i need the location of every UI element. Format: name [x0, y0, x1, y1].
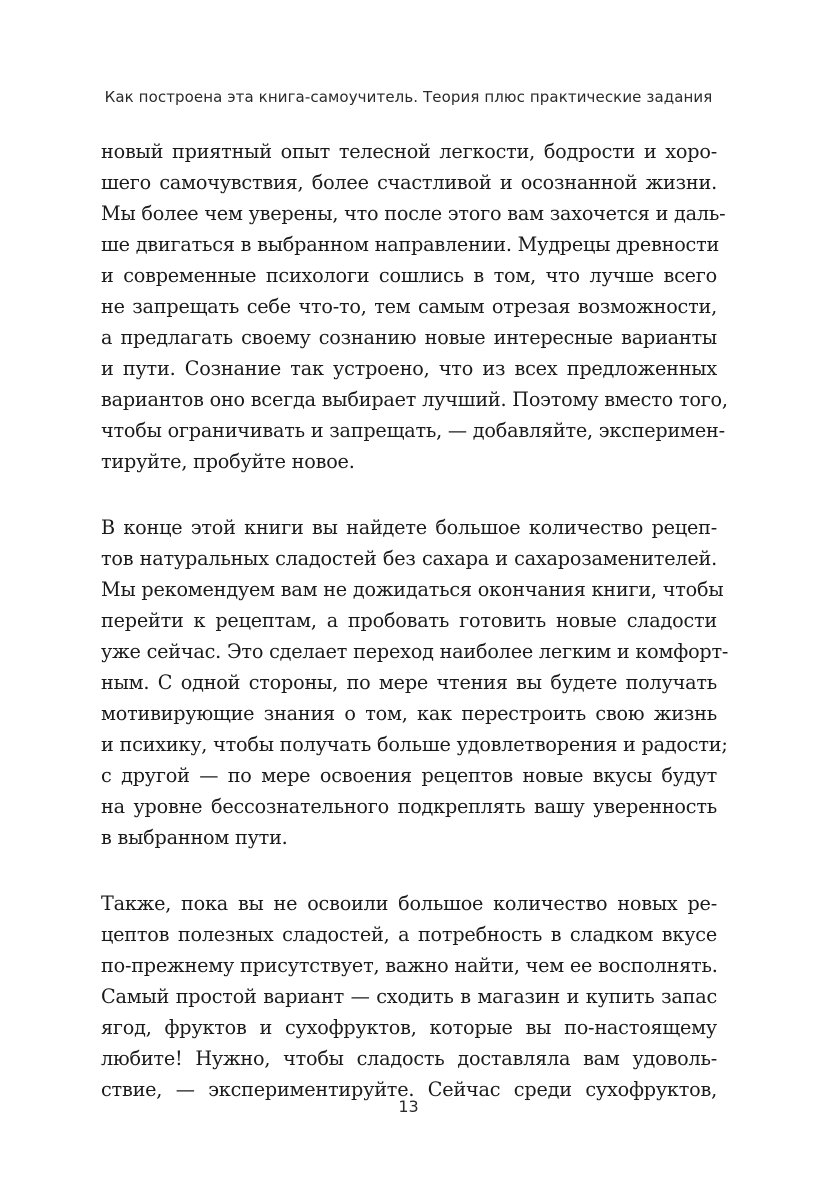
text-line: с другой — по мере освоения рецептов новые вкусы будут: [101, 764, 717, 787]
paragraph-1: [101, 136, 728, 477]
running-header: Как построена эта книга-самоучитель. Теория плюс практические задания: [104, 88, 713, 106]
text-line: цептов полезных сладостей, а потребность в сладком вкусе: [101, 923, 717, 946]
text-line: а предлагать своему сознанию новые интересные варианты: [101, 326, 717, 349]
paragraph-2: [101, 512, 729, 853]
text-line: ным. С одной стороны, по мере чтения вы будете получать: [101, 671, 717, 694]
text-line: и психику, чтобы получать больше удовлетворения и радости;: [101, 733, 728, 756]
text-line: и пути. Сознание так устроено, что из всех предложенных: [101, 357, 717, 380]
text-line: ягод, фруктов и сухофруктов, которые вы по-настоящему: [101, 1016, 717, 1039]
text-line: Мы более чем уверены, что после этого вам захочется и даль-: [101, 202, 726, 225]
text-line: вариантов оно всегда выбирает лучший. Поэтому вместо того,: [101, 388, 728, 411]
text-line: шего самочувствия, более счастливой и осознанной жизни.: [101, 171, 717, 194]
page-number: 13: [398, 1097, 419, 1116]
text-line: мотивирующие знания о том, как перестроить свою жизнь: [101, 702, 717, 725]
text-line: Также, пока вы не освоили большое количество новых ре-: [101, 892, 717, 915]
text-line: чтобы ограничивать и запрещать, — добавляйте, эксперимен-: [101, 419, 725, 442]
text-line: Самый простой вариант — сходить в магазин и купить запас: [101, 985, 717, 1008]
text-line: новый приятный опыт телесной легкости, бодрости и хоро-: [101, 140, 717, 163]
text-line: на уровне бессознательного подкреплять вашу уверенность: [101, 795, 717, 818]
text-line: тов натуральных сладостей без сахара и сахарозаменителей.: [101, 547, 717, 570]
text-line: не запрещать себе что-то, тем самым отрезая возможности,: [101, 295, 717, 318]
text-line: по-прежнему присутствует, важно найти, чем ее восполнять.: [101, 954, 718, 977]
text-line: В конце этой книги вы найдете большое количество рецеп-: [101, 516, 717, 539]
body-text: [101, 136, 729, 1140]
text-line: в выбранном пути.: [101, 826, 288, 849]
text-line: любите! Нужно, чтобы сладость доставляла вам удоволь-: [101, 1047, 717, 1070]
text-line: и современные психологи сошлись в том, что лучше всего: [101, 264, 717, 287]
text-line: уже сейчас. Это сделает переход наиболее легким и комфорт-: [101, 640, 729, 663]
text-line: ствие, — экспериментируйте. Сейчас среди сухофруктов,: [101, 1078, 717, 1101]
text-line: перейти к рецептам, а пробовать готовить новые сладости: [101, 609, 717, 632]
text-line: тируйте, пробуйте новое.: [101, 450, 355, 473]
text-line: Мы рекомендуем вам не дожидаться окончания книги, чтобы: [101, 578, 724, 601]
paragraph-3: [101, 888, 717, 1105]
text-line: ше двигаться в выбранном направлении. Мудрецы древности: [101, 233, 720, 256]
